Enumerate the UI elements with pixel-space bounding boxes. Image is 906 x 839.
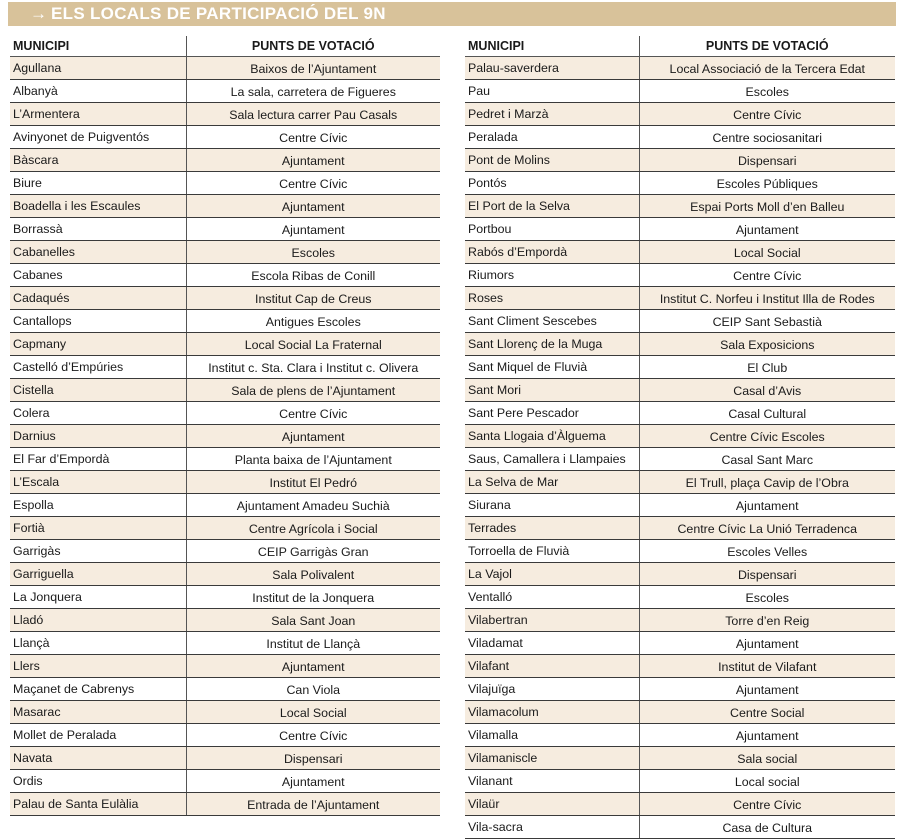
municipi-cell: Palau-saverdera <box>465 57 639 80</box>
table-row <box>465 678 895 701</box>
punt-votacio-cell: Sala Sant Joan <box>186 609 440 632</box>
punt-votacio-cell: Centre sociosanitari <box>639 126 895 149</box>
punt-votacio-cell: Can Viola <box>186 678 440 701</box>
table-row <box>465 793 895 816</box>
municipi-cell: Vilamalla <box>465 724 639 747</box>
table-header-row <box>465 36 895 57</box>
table-row <box>10 563 440 586</box>
punt-votacio-cell: Institut El Pedró <box>186 471 440 494</box>
municipi-cell: Bàscara <box>10 149 186 172</box>
municipi-cell: Biure <box>10 172 186 195</box>
municipi-cell: Darnius <box>10 425 186 448</box>
municipi-cell: Santa Llogaia d’Àlguema <box>465 425 639 448</box>
municipi-cell: Pont de Molins <box>465 149 639 172</box>
punt-votacio-cell: El Trull, plaça Cavip de l’Obra <box>639 471 895 494</box>
table-row <box>465 126 895 149</box>
municipi-cell: Vilanant <box>465 770 639 793</box>
table-row <box>465 540 895 563</box>
table-row <box>10 241 440 264</box>
municipi-cell: Viladamat <box>465 632 639 655</box>
table-row <box>10 655 440 678</box>
punt-votacio-cell: Casal d’Avis <box>639 379 895 402</box>
arrow-right-icon: → <box>30 4 47 23</box>
punt-votacio-cell: Institut C. Norfeu i Institut Illa de Rodes <box>639 287 895 310</box>
table-row <box>10 218 440 241</box>
punt-votacio-cell: Espai Ports Moll d’en Balleu <box>639 195 895 218</box>
punt-votacio-cell: Centre Cívic La Unió Terradenca <box>639 517 895 540</box>
table-row <box>465 517 895 540</box>
punt-votacio-cell: Sala Exposicions <box>639 333 895 356</box>
municipi-cell: Capmany <box>10 333 186 356</box>
punt-votacio-cell: Casa de Cultura <box>639 816 895 839</box>
municipi-cell: Sant Climent Sescebes <box>465 310 639 333</box>
punt-votacio-cell: Dispensari <box>639 149 895 172</box>
municipi-cell: El Port de la Selva <box>465 195 639 218</box>
municipi-cell: Sant Miquel de Fluvià <box>465 356 639 379</box>
table-row <box>465 471 895 494</box>
municipi-cell: Ordis <box>10 770 186 793</box>
punt-votacio-cell: Centre Cívic <box>186 724 440 747</box>
page-title: ELS LOCALS DE PARTICIPACIÓ DEL 9N <box>51 4 386 23</box>
municipi-cell: Boadella i les Escaules <box>10 195 186 218</box>
table-row <box>10 103 440 126</box>
punt-votacio-cell: Centre Social <box>639 701 895 724</box>
punt-votacio-cell: Ajuntament <box>186 218 440 241</box>
table-row <box>10 149 440 172</box>
municipi-cell: Castelló d’Empúries <box>10 356 186 379</box>
municipi-cell: La Jonquera <box>10 586 186 609</box>
table-row <box>10 379 440 402</box>
punt-votacio-cell: Escoles <box>639 586 895 609</box>
municipi-cell: Llançà <box>10 632 186 655</box>
header-punts: PUNTS DE VOTACIÓ <box>639 36 895 57</box>
punt-votacio-cell: Sala de plens de l’Ajuntament <box>186 379 440 402</box>
table-row <box>10 287 440 310</box>
table-row <box>465 701 895 724</box>
table-row <box>10 264 440 287</box>
punt-votacio-cell: Escoles Públiques <box>639 172 895 195</box>
municipi-cell: Navata <box>10 747 186 770</box>
municipi-cell: Agullana <box>10 57 186 80</box>
municipi-cell: Cabanes <box>10 264 186 287</box>
punt-votacio-cell: Ajuntament <box>639 494 895 517</box>
punt-votacio-cell: Sala social <box>639 747 895 770</box>
punt-votacio-cell: Local Associació de la Tercera Edat <box>639 57 895 80</box>
polling-table-right <box>465 36 895 839</box>
municipi-cell: La Selva de Mar <box>465 471 639 494</box>
table-header-row <box>10 36 440 57</box>
table-row <box>10 701 440 724</box>
municipi-cell: Garriguella <box>10 563 186 586</box>
municipi-cell: Vila-sacra <box>465 816 639 839</box>
table-body-left <box>10 57 440 816</box>
municipi-cell: Albanyà <box>10 80 186 103</box>
table-body-right <box>465 57 895 839</box>
punt-votacio-cell: Institut de Llançà <box>186 632 440 655</box>
table-row <box>465 770 895 793</box>
table-row <box>465 816 895 839</box>
polling-table-left <box>10 36 440 816</box>
table-row <box>465 747 895 770</box>
municipi-cell: Pau <box>465 80 639 103</box>
punt-votacio-cell: Dispensari <box>639 563 895 586</box>
table-row <box>465 172 895 195</box>
punt-votacio-cell: Casal Cultural <box>639 402 895 425</box>
punt-votacio-cell: Centre Cívic <box>639 103 895 126</box>
punt-votacio-cell: El Club <box>639 356 895 379</box>
punt-votacio-cell: Sala lectura carrer Pau Casals <box>186 103 440 126</box>
punt-votacio-cell: Institut c. Sta. Clara i Institut c. Olivera <box>186 356 440 379</box>
punt-votacio-cell: CEIP Garrigàs Gran <box>186 540 440 563</box>
title-banner <box>8 2 896 26</box>
punt-votacio-cell: Centre Cívic <box>639 793 895 816</box>
punt-votacio-cell: Centre Cívic <box>186 126 440 149</box>
table-row <box>465 448 895 471</box>
table-row <box>465 494 895 517</box>
municipi-cell: L’Armentera <box>10 103 186 126</box>
punt-votacio-cell: Ajuntament <box>639 218 895 241</box>
header-municipi: MUNICIPI <box>10 36 186 57</box>
punt-votacio-cell: Ajuntament <box>639 724 895 747</box>
municipi-cell: Lladó <box>10 609 186 632</box>
punt-votacio-cell: Ajuntament <box>186 149 440 172</box>
municipi-cell: L’Escala <box>10 471 186 494</box>
table-row <box>465 724 895 747</box>
municipi-cell: Peralada <box>465 126 639 149</box>
table-row <box>465 264 895 287</box>
header-punts: PUNTS DE VOTACIÓ <box>186 36 440 57</box>
table-row <box>10 471 440 494</box>
municipi-cell: Saus, Camallera i Llampaies <box>465 448 639 471</box>
punt-votacio-cell: Sala Polivalent <box>186 563 440 586</box>
punt-votacio-cell: Antigues Escoles <box>186 310 440 333</box>
punt-votacio-cell: CEIP Sant Sebastià <box>639 310 895 333</box>
municipi-cell: Portbou <box>465 218 639 241</box>
punt-votacio-cell: Casal Sant Marc <box>639 448 895 471</box>
table-row <box>10 80 440 103</box>
table-row <box>10 172 440 195</box>
municipi-cell: Terrades <box>465 517 639 540</box>
municipi-cell: Cadaqués <box>10 287 186 310</box>
table-row <box>465 195 895 218</box>
punt-votacio-cell: Ajuntament Amadeu Suchià <box>186 494 440 517</box>
table-row <box>10 678 440 701</box>
punt-votacio-cell: Centre Cívic <box>186 402 440 425</box>
table-row <box>10 402 440 425</box>
table-row <box>10 57 440 80</box>
punt-votacio-cell: Centre Cívic Escoles <box>639 425 895 448</box>
municipi-cell: Vilabertran <box>465 609 639 632</box>
municipi-cell: Riumors <box>465 264 639 287</box>
table-row <box>10 517 440 540</box>
punt-votacio-cell: Escoles Velles <box>639 540 895 563</box>
municipi-cell: El Far d’Empordà <box>10 448 186 471</box>
table-row <box>10 333 440 356</box>
municipi-cell: Pedret i Marzà <box>465 103 639 126</box>
punt-votacio-cell: Institut de Vilafant <box>639 655 895 678</box>
municipi-cell: Sant Llorenç de la Muga <box>465 333 639 356</box>
municipi-cell: Siurana <box>465 494 639 517</box>
table-row <box>10 494 440 517</box>
table-row <box>465 356 895 379</box>
municipi-cell: Vilamacolum <box>465 701 639 724</box>
table-row <box>10 195 440 218</box>
table-row <box>465 609 895 632</box>
punt-votacio-cell: Ajuntament <box>186 195 440 218</box>
punt-votacio-cell: Escoles <box>639 80 895 103</box>
table-row <box>465 333 895 356</box>
punt-votacio-cell: Local social <box>639 770 895 793</box>
table-row <box>10 540 440 563</box>
punt-votacio-cell: Entrada de l’Ajuntament <box>186 793 440 816</box>
header-municipi: MUNICIPI <box>465 36 639 57</box>
municipi-cell: Llers <box>10 655 186 678</box>
table-row <box>10 770 440 793</box>
municipi-cell: Torroella de Fluvià <box>465 540 639 563</box>
punt-votacio-cell: Baixos de l’Ajuntament <box>186 57 440 80</box>
municipi-cell: Espolla <box>10 494 186 517</box>
punt-votacio-cell: Planta baixa de l’Ajuntament <box>186 448 440 471</box>
punt-votacio-cell: Dispensari <box>186 747 440 770</box>
punt-votacio-cell: Institut de la Jonquera <box>186 586 440 609</box>
table-row <box>10 793 440 816</box>
municipi-cell: Fortià <box>10 517 186 540</box>
right-table-column <box>465 36 895 839</box>
punt-votacio-cell: Local Social La Fraternal <box>186 333 440 356</box>
municipi-cell: Cantallops <box>10 310 186 333</box>
table-row <box>10 356 440 379</box>
municipi-cell: Avinyonet de Puigventós <box>10 126 186 149</box>
table-row <box>10 724 440 747</box>
table-row <box>465 655 895 678</box>
table-row <box>465 149 895 172</box>
table-row <box>465 379 895 402</box>
punt-votacio-cell: Ajuntament <box>639 632 895 655</box>
punt-votacio-cell: Local Social <box>186 701 440 724</box>
municipi-cell: Cabanelles <box>10 241 186 264</box>
municipi-cell: Vilaür <box>465 793 639 816</box>
table-row <box>10 126 440 149</box>
table-row <box>465 586 895 609</box>
municipi-cell: Vilajuïga <box>465 678 639 701</box>
municipi-cell: Colera <box>10 402 186 425</box>
municipi-cell: La Vajol <box>465 563 639 586</box>
table-row <box>465 241 895 264</box>
punt-votacio-cell: Local Social <box>639 241 895 264</box>
table-row <box>10 609 440 632</box>
municipi-cell: Pontós <box>465 172 639 195</box>
table-row <box>10 425 440 448</box>
municipi-cell: Rabós d’Empordà <box>465 241 639 264</box>
municipi-cell: Sant Mori <box>465 379 639 402</box>
punt-votacio-cell: Ajuntament <box>186 655 440 678</box>
municipi-cell: Maçanet de Cabrenys <box>10 678 186 701</box>
table-row <box>10 310 440 333</box>
municipi-cell: Garrigàs <box>10 540 186 563</box>
punt-votacio-cell: Institut Cap de Creus <box>186 287 440 310</box>
municipi-cell: Mollet de Peralada <box>10 724 186 747</box>
punt-votacio-cell: Centre Cívic <box>186 172 440 195</box>
municipi-cell: Roses <box>465 287 639 310</box>
table-row <box>465 103 895 126</box>
table-row <box>10 747 440 770</box>
left-table-column <box>10 36 440 816</box>
municipi-cell: Ventalló <box>465 586 639 609</box>
punt-votacio-cell: Ajuntament <box>186 770 440 793</box>
table-row <box>465 563 895 586</box>
table-row <box>465 57 895 80</box>
municipi-cell: Palau de Santa Eulàlia <box>10 793 186 816</box>
punt-votacio-cell: Torre d’en Reig <box>639 609 895 632</box>
table-row <box>465 80 895 103</box>
municipi-cell: Masarac <box>10 701 186 724</box>
municipi-cell: Borrassà <box>10 218 186 241</box>
municipi-cell: Vilafant <box>465 655 639 678</box>
punt-votacio-cell: Centre Cívic <box>639 264 895 287</box>
punt-votacio-cell: Escoles <box>186 241 440 264</box>
municipi-cell: Cistella <box>10 379 186 402</box>
municipi-cell: Sant Pere Pescador <box>465 402 639 425</box>
table-row <box>465 425 895 448</box>
table-row <box>10 586 440 609</box>
table-row <box>465 310 895 333</box>
punt-votacio-cell: Ajuntament <box>639 678 895 701</box>
table-row <box>465 632 895 655</box>
punt-votacio-cell: Centre Agrícola i Social <box>186 517 440 540</box>
table-row <box>465 218 895 241</box>
municipi-cell: Vilamaniscle <box>465 747 639 770</box>
punt-votacio-cell: Escola Ribas de Conill <box>186 264 440 287</box>
table-row <box>10 632 440 655</box>
table-row <box>10 448 440 471</box>
punt-votacio-cell: Ajuntament <box>186 425 440 448</box>
table-row <box>465 402 895 425</box>
table-row <box>465 287 895 310</box>
punt-votacio-cell: La sala, carretera de Figueres <box>186 80 440 103</box>
